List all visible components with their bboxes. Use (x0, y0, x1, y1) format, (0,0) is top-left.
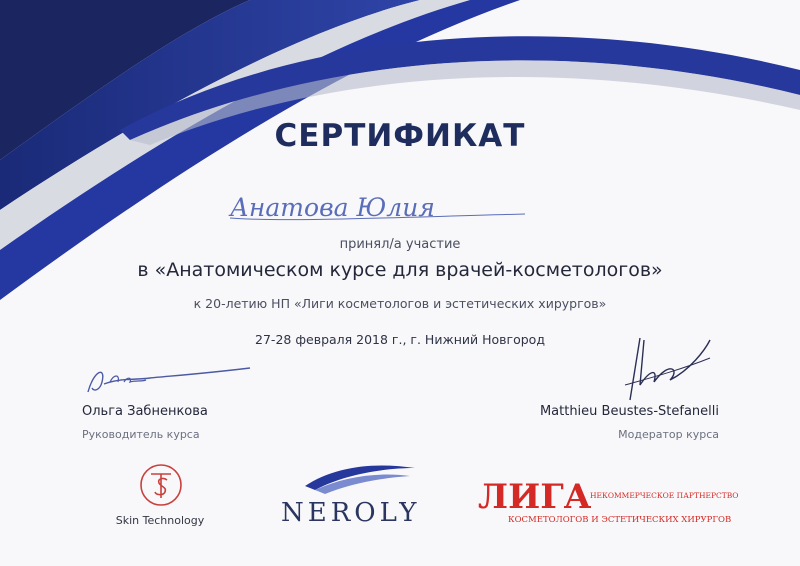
skin-technology-logo-icon (138, 462, 184, 508)
skin-technology-label: Skin Technology (115, 514, 205, 527)
liga-logo (478, 472, 738, 528)
signer-right-name: Matthieu Beustes-Stefanelli (539, 404, 719, 419)
certificate-title: СЕРТИФИКАТ (274, 118, 526, 154)
participated-text: принял/а участие (339, 237, 461, 252)
svg-text:NEROLY: NEROLY (281, 498, 421, 528)
signature-left (80, 360, 290, 400)
anniversary-text: к 20-летию НП «Лиги косметологов и эстетических хирургов» (193, 296, 607, 311)
signature-right (610, 330, 720, 405)
date-place: 27-28 февраля 2018 г., г. Нижний Новгород (255, 332, 545, 347)
signer-left-name: Ольга Забненкова (82, 404, 208, 419)
svg-text:Анатова Юлия: Анатова Юлия (230, 193, 435, 222)
signer-left-role: Руководитель курса (82, 428, 200, 441)
signer-right-role: Модератор курса (618, 428, 719, 441)
course-name: в «Анатомическом курсе для врачей-косметологов» (137, 259, 663, 281)
svg-text:КОСМЕТОЛОГОВ И ЭСТЕТИЧЕСКИХ ХИ: КОСМЕТОЛОГОВ И ЭСТЕТИЧЕСКИХ ХИРУРГОВ (508, 515, 732, 525)
svg-text:НЕКОММЕРЧЕСКОЕ ПАРТНЕРСТВО: НЕКОММЕРЧЕСКОЕ ПАРТНЕРСТВО (590, 491, 738, 500)
neroly-logo (275, 458, 425, 528)
participant-handwritten-name (225, 188, 545, 228)
svg-text:ЛИГА: ЛИГА (478, 477, 592, 517)
